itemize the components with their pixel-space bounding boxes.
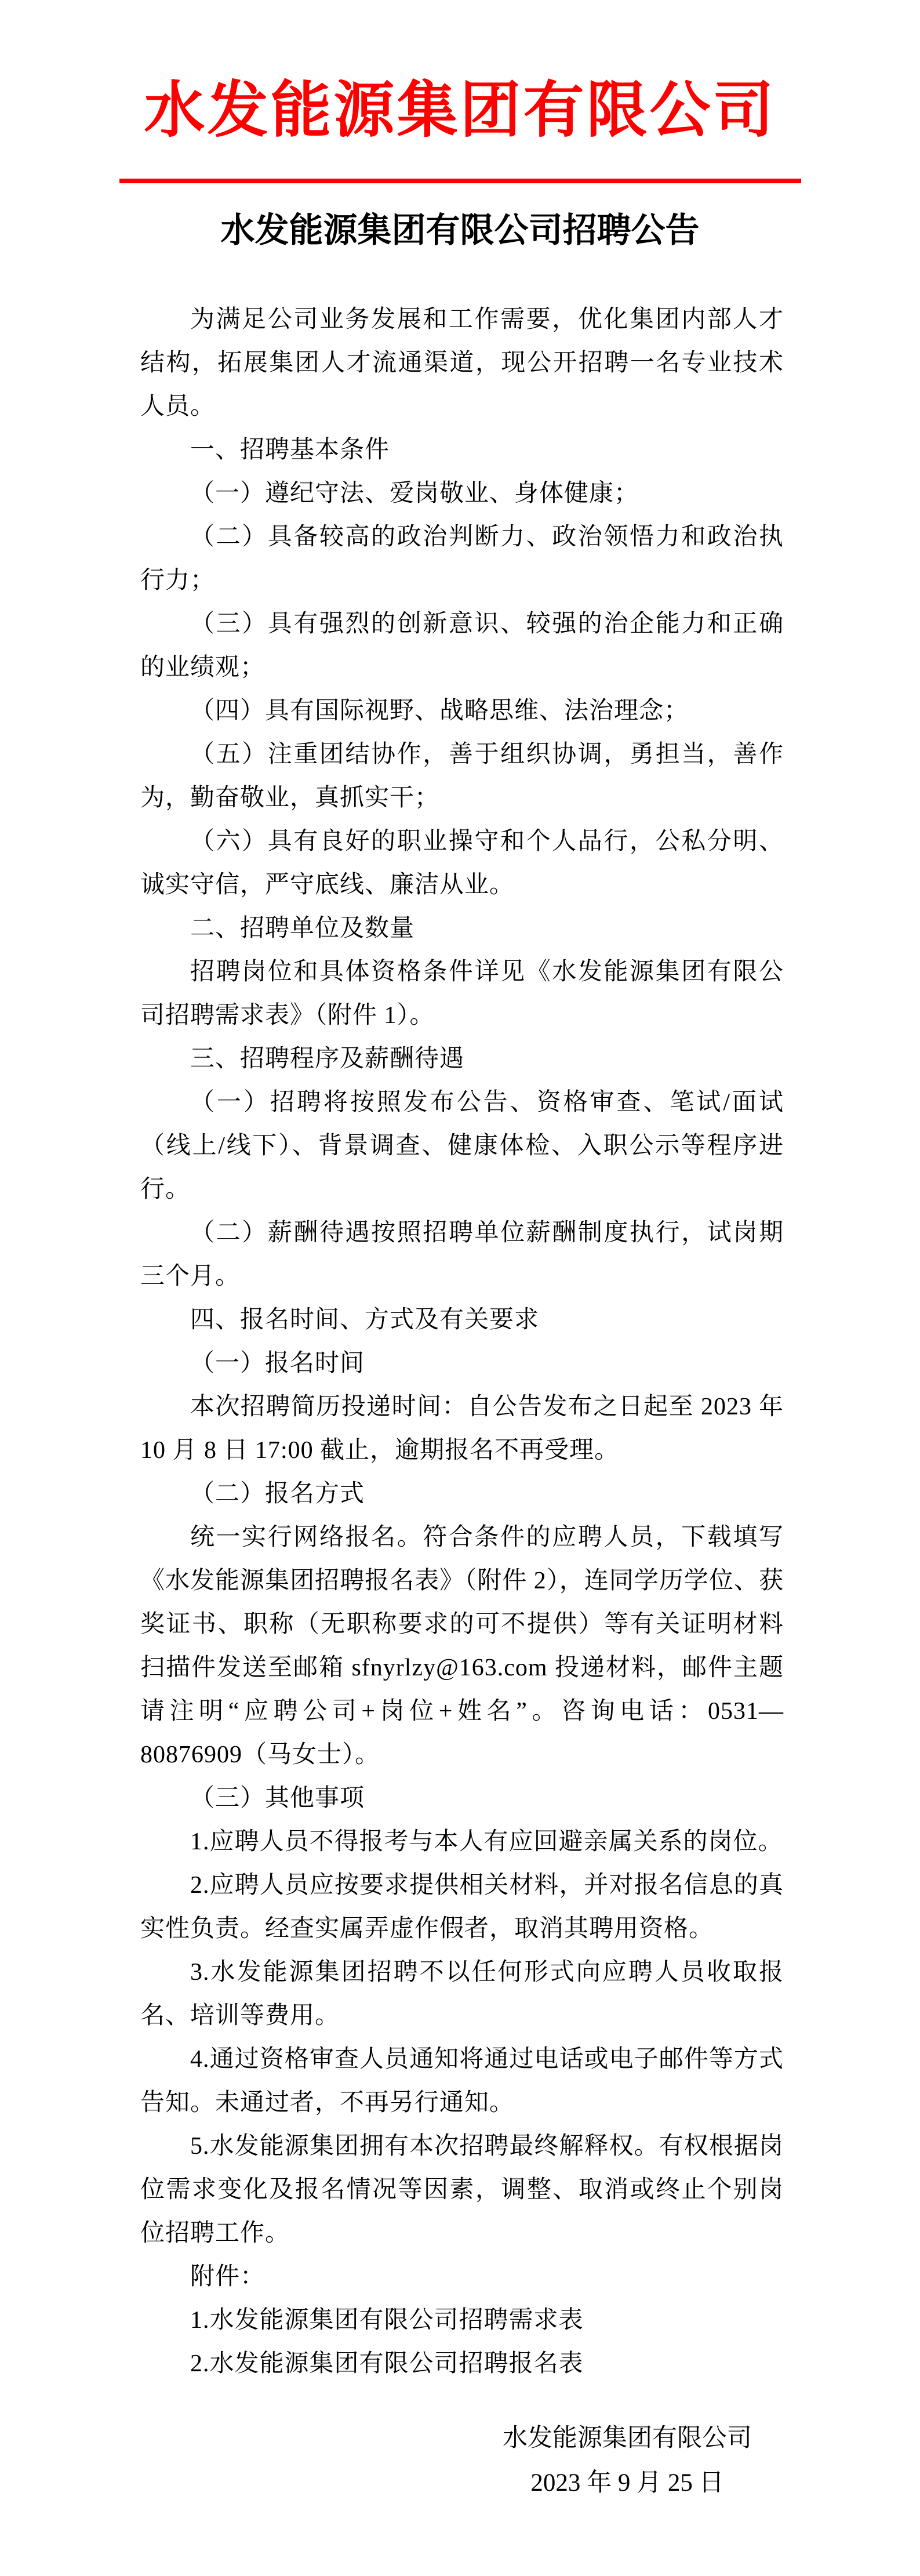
- paragraph-26: 1.水发能源集团有限公司招聘需求表: [190, 2307, 584, 2334]
- paragraph-24: 5.水发能源集团拥有本次招聘最终解释权。有权根据岗位需求变化及报名情况等因素，调整、取消或终止个别岗位招聘工作。: [140, 2133, 784, 2247]
- paragraph-2: 一、招聘基本条件: [190, 437, 390, 463]
- paragraph-10: 招聘岗位和具体资格条件详见《水发能源集团有限公司招聘需求表》（附件 1）。: [140, 959, 784, 1029]
- paragraph-17: （二）报名方式: [190, 1481, 365, 1507]
- paragraph-23: 4.通过资格审查人员通知将通过电话或电子邮件等方式告知。未通过者，不再另行通知。: [140, 2046, 784, 2116]
- paragraph-16: 本次招聘简历投递时间：自公告发布之日起至 2023 年 10 月 8 日 17:00 截止，逾期报名不再受理。: [140, 1394, 784, 1464]
- paragraph-4: （二）具备较高的政治判断力、政治领悟力和政治执行力；: [140, 524, 784, 594]
- paragraph-14: 四、报名时间、方式及有关要求: [190, 1307, 540, 1333]
- paragraph-13: （二）薪酬待遇按照招聘单位薪酬制度执行，试岗期三个月。: [140, 1220, 784, 1290]
- paragraph-19: （三）其他事项: [190, 1785, 365, 1812]
- paragraph-11: 三、招聘程序及薪酬待遇: [190, 1046, 465, 1072]
- paragraph-7: （五）注重团结协作，善于组织协调，勇担当，善作为，勤奋敬业，真抓实干；: [140, 741, 784, 811]
- signature-date: 2023 年 9 月 25 日: [530, 2469, 724, 2497]
- paragraph-5: （三）具有强烈的创新意识、较强的治企能力和正确的业绩观；: [140, 611, 784, 681]
- paragraph-25: 附件：: [190, 2263, 266, 2290]
- announcement-body: [140, 298, 784, 2386]
- paragraph-27: 2.水发能源集团有限公司招聘报名表: [190, 2350, 584, 2377]
- paragraph-3: （一）遵纪守法、爱岗敬业、身体健康；: [190, 480, 639, 507]
- paragraph-20: 1.应聘人员不得报考与本人有应回避亲属关系的岗位。: [190, 1828, 783, 1855]
- paragraph-8: （六）具有良好的职业操守和个人品行，公私分明、诚实守信，严守底线、廉洁从业。: [140, 828, 784, 898]
- red-divider-line: [119, 179, 801, 183]
- paragraph-22: 3.水发能源集团招聘不以任何形式向应聘人员收取报名、培训等费用。: [140, 1959, 784, 2029]
- company-masthead: 水发能源集团有限公司: [144, 77, 776, 144]
- paragraph-9: 二、招聘单位及数量: [190, 915, 415, 942]
- paragraph-18: 统一实行网络报名。符合条件的应聘人员，下载填写《水发能源集团招聘报名表》（附件 2），连同学历学位、获奖证书、职称（无职称要求的可不提供）等有关证明材料扫描件发送至邮箱 sfnyrlzy@163.com 投递材料，邮件主题请注明“应聘公司+岗位+姓名”。咨询电话：0531—80876909（马女士）。: [140, 1524, 784, 1768]
- signature-company: 水发能源集团有限公司: [503, 2425, 752, 2452]
- paragraph-15: （一）报名时间: [190, 1350, 365, 1377]
- signature-block: [503, 2416, 752, 2505]
- paragraph-1: 为满足公司业务发展和工作需要，优化集团内部人才结构，拓展集团人才流通渠道，现公开招聘一名专业技术人员。: [140, 306, 784, 420]
- paragraph-12: （一）招聘将按照发布公告、资格审查、笔试/面试（线上/线下）、背景调查、健康体检、入职公示等程序进行。: [140, 1089, 784, 1203]
- announcement-title: 水发能源集团有限公司招聘公告: [220, 211, 700, 249]
- paragraph-6: （四）具有国际视野、战略思维、法治理念；: [190, 698, 689, 724]
- paragraph-21: 2.应聘人员应按要求提供相关材料，并对报名信息的真实性负责。经查实属弄虚作假者，取消其聘用资格。: [140, 1872, 784, 1942]
